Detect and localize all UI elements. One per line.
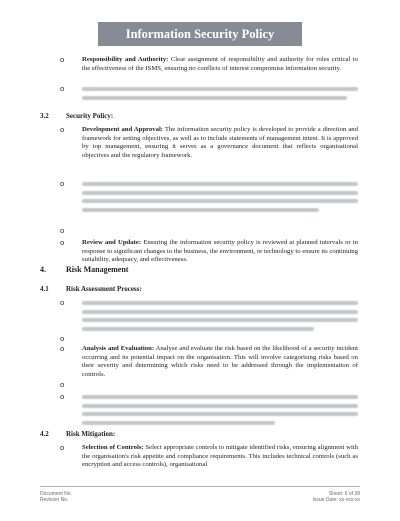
blurred-text-4 xyxy=(82,395,358,429)
heading-title: Security Policy: xyxy=(66,112,114,120)
bullet-bold-lead: Development and Approval: xyxy=(82,126,164,133)
heading-4-2 xyxy=(40,430,115,439)
bullet-body: Analyse and evaluate the risk based on the likelihood of a security incident occurring and its potential impact on the organisation. This will involve categorising risks based on their severity and determining which risks need to be addressed through the implementation of controls. xyxy=(82,345,358,378)
heading-3-2 xyxy=(40,112,113,121)
bullet-text xyxy=(82,126,358,160)
heading-4-1 xyxy=(40,285,142,294)
bullet-marker: o xyxy=(60,345,65,353)
bullet-marker: o xyxy=(60,126,65,134)
heading-number: 4. xyxy=(40,265,46,274)
bullet-marker: o xyxy=(60,227,65,235)
blurred-text-3 xyxy=(82,301,358,335)
bullet-bold-lead: Analysis and Evaluation: xyxy=(82,345,155,352)
heading-title: Risk Assessment Process: xyxy=(66,285,142,293)
bullet-text xyxy=(82,345,358,379)
heading-title: Risk Mitigation: xyxy=(66,430,116,438)
title-banner xyxy=(98,22,302,46)
bullet-body: Select appropriate controls to mitigate identified risks, ensuring alignment with the organisation's risk appetite and compliance requirements. This includes technical controls (such as encryption and access controls), organisational xyxy=(82,444,359,469)
footer-divider xyxy=(40,486,360,487)
document-number-label: Document No. xyxy=(40,491,72,497)
bullet-bold-lead: Review and Update: xyxy=(82,239,142,246)
bullet-marker: o xyxy=(60,85,65,93)
page-title: Information Security Policy xyxy=(125,26,275,41)
bullet-text xyxy=(82,239,358,265)
footer-left xyxy=(40,491,72,503)
heading-number: 3.2 xyxy=(40,112,49,120)
heading-4 xyxy=(40,265,128,275)
heading-number: 4.1 xyxy=(40,285,49,293)
bullet-bold-lead: Responsibility and Authority: xyxy=(82,56,169,63)
bullet-marker: o xyxy=(60,381,65,389)
sheet-number: Sheet: 6 of 38 xyxy=(328,491,360,497)
footer-right xyxy=(312,491,360,503)
heading-number: 4.2 xyxy=(40,430,49,438)
issue-date: Issue Date: xx-xxx-xx xyxy=(312,497,360,503)
revision-number-label: Revision No. xyxy=(40,497,69,503)
bullet-body: The information security policy is developed to provide a direction and framework for setting objectives, as well as to include statements of management intent. It is approved by top management, ensuring it serves as a governance document that reflects organisational objectives and the regulatory framework. xyxy=(82,126,358,159)
bullet-marker: o xyxy=(60,239,65,247)
bullet-text xyxy=(82,56,358,73)
bullet-marker: o xyxy=(60,299,65,307)
bullet-marker: o xyxy=(60,444,65,452)
bullet-body: Clear assignment of responsibility and authority for roles critical to the effectiveness of the ISMS, ensuring no conflicts of interest compromise information security. xyxy=(82,56,358,72)
bullet-marker: o xyxy=(60,393,65,401)
blurred-text-2 xyxy=(82,182,358,216)
bullet-body: Ensuring the information security policy is reviewed at planned intervals or in response to significant changes to the business, the environment, or technology to ensure its continuing suitability, adequacy, and effectiveness. xyxy=(82,239,358,264)
bullet-text xyxy=(82,444,358,470)
bullet-marker: o xyxy=(60,180,65,188)
bullet-marker: o xyxy=(60,56,65,64)
blurred-text-1 xyxy=(82,87,358,104)
bullet-bold-lead: Selection of Controls: xyxy=(82,444,144,451)
heading-title: Risk Management xyxy=(66,265,129,274)
bullet-marker: o xyxy=(60,335,65,343)
